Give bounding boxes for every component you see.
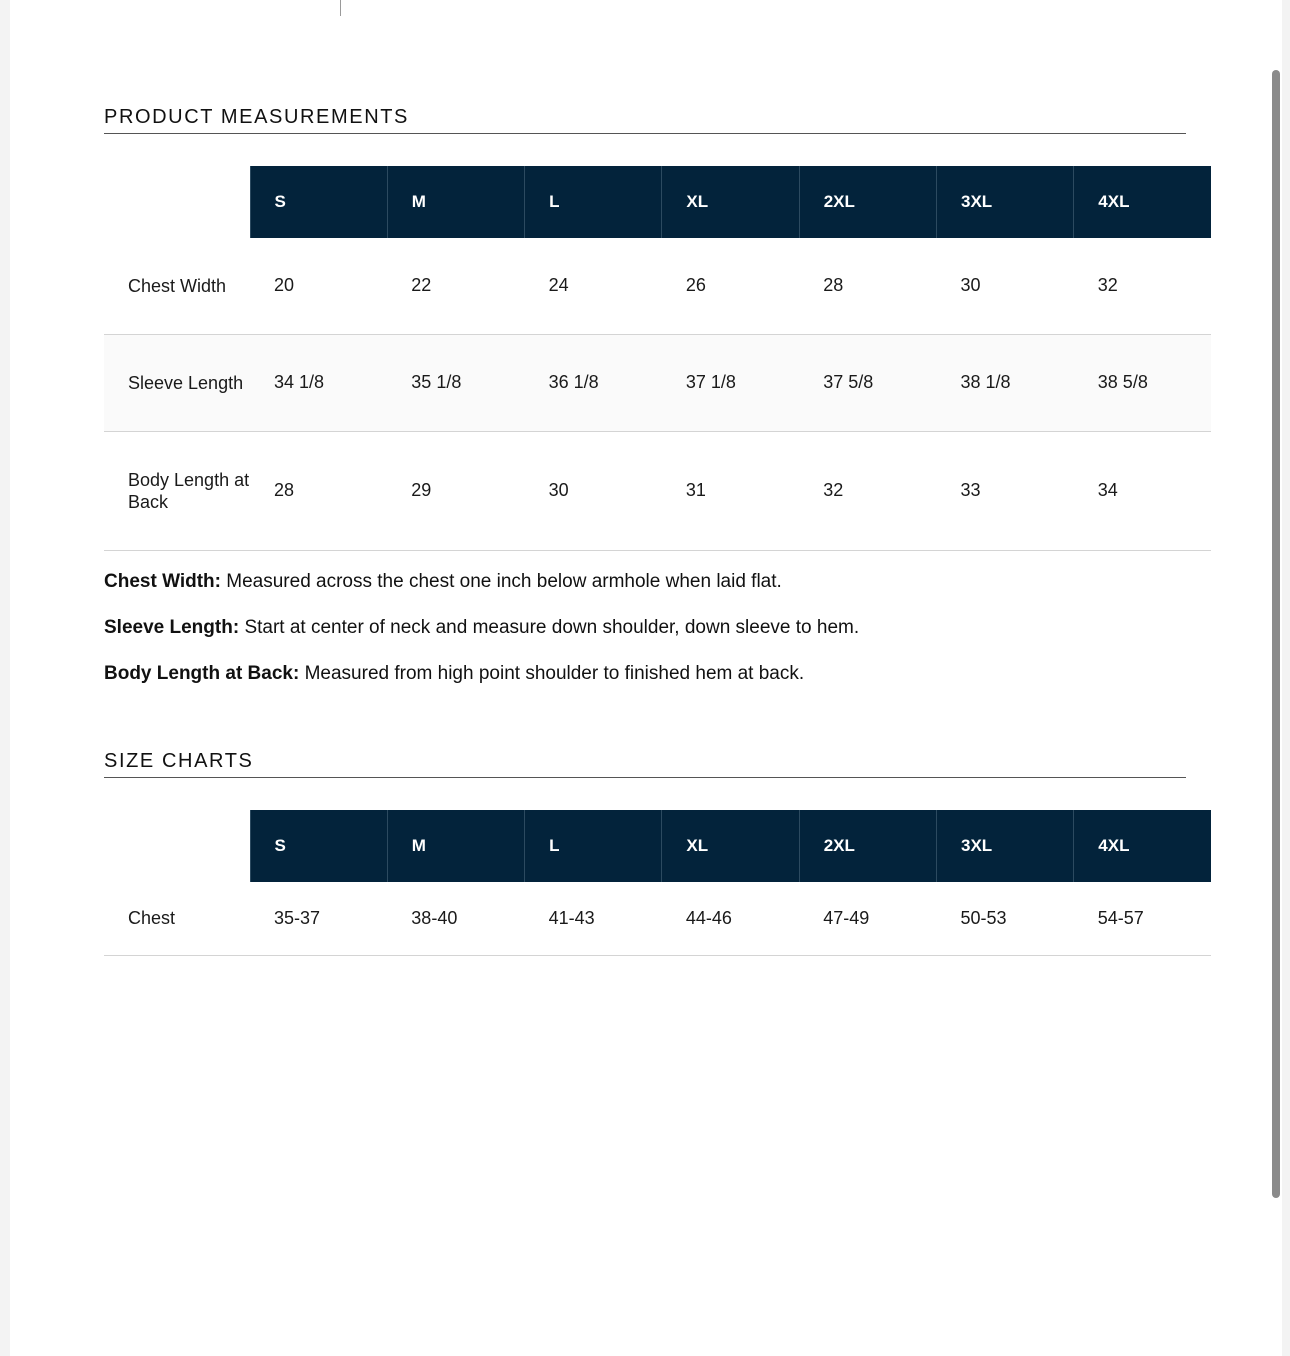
- table-cell: 37 1/8: [662, 334, 799, 431]
- text-cursor: [340, 0, 341, 16]
- table-row: [104, 431, 1211, 550]
- table-cell: 22: [387, 238, 524, 334]
- table-header-row: [104, 166, 1211, 238]
- vertical-scrollbar[interactable]: [1272, 70, 1280, 1198]
- table-cell: 32: [1074, 238, 1211, 334]
- table-cell: 28: [250, 431, 387, 550]
- table-cell: 30: [525, 431, 662, 550]
- definition-term: Body Length at Back:: [104, 663, 300, 684]
- table-cell: 32: [799, 431, 936, 550]
- size-header-2xl: 2XL: [799, 810, 936, 882]
- definition-text: Measured from high point shoulder to finished hem at back.: [304, 663, 805, 684]
- header-blank-cell: [104, 810, 250, 882]
- size-header-m: M: [387, 166, 524, 238]
- definition-text: Measured across the chest one inch below armhole when laid flat.: [226, 571, 782, 592]
- definition-term: Sleeve Length:: [104, 617, 240, 638]
- definition-chest-width: [104, 570, 859, 594]
- table-row: [104, 882, 1211, 955]
- table-cell: 35-37: [250, 882, 387, 955]
- table-cell: 28: [799, 238, 936, 334]
- measurement-definitions: [104, 570, 859, 708]
- size-header-l: L: [525, 810, 662, 882]
- table-cell: 29: [387, 431, 524, 550]
- size-header-l: L: [525, 166, 662, 238]
- table-cell: 24: [525, 238, 662, 334]
- table-cell: 47-49: [799, 882, 936, 955]
- size-header-xl: XL: [662, 166, 799, 238]
- table-cell: 35 1/8: [387, 334, 524, 431]
- table-cell: 38 5/8: [1074, 334, 1211, 431]
- product-measurements-table: [104, 166, 1211, 551]
- size-header-s: S: [250, 810, 387, 882]
- table-cell: 20: [250, 238, 387, 334]
- size-header-2xl: 2XL: [799, 166, 936, 238]
- table-cell: 31: [662, 431, 799, 550]
- table-cell: 54-57: [1074, 882, 1211, 955]
- table-cell: 41-43: [525, 882, 662, 955]
- row-label-body-length: Body Length at Back: [104, 431, 250, 550]
- table-cell: 50-53: [936, 882, 1073, 955]
- table-cell: 34: [1074, 431, 1211, 550]
- row-label-sleeve-length: Sleeve Length: [104, 334, 250, 431]
- table-cell: 36 1/8: [525, 334, 662, 431]
- size-header-3xl: 3XL: [936, 166, 1073, 238]
- table-cell: 44-46: [662, 882, 799, 955]
- table-cell: 30: [936, 238, 1073, 334]
- size-header-4xl: 4XL: [1074, 166, 1211, 238]
- size-header-4xl: 4XL: [1074, 810, 1211, 882]
- table-row: [104, 238, 1211, 334]
- size-charts-title: SIZE CHARTS: [104, 750, 1186, 778]
- document-page: [10, 0, 1282, 1356]
- table-header-row: [104, 810, 1211, 882]
- size-charts-table: [104, 810, 1211, 956]
- size-header-m: M: [387, 810, 524, 882]
- row-label-chest: Chest: [104, 882, 250, 955]
- product-measurements-title: PRODUCT MEASUREMENTS: [104, 106, 1186, 134]
- row-label-chest-width: Chest Width: [104, 238, 250, 334]
- size-header-3xl: 3XL: [936, 810, 1073, 882]
- header-blank-cell: [104, 166, 250, 238]
- table-cell: 38 1/8: [936, 334, 1073, 431]
- definition-text: Start at center of neck and measure down shoulder, down sleeve to hem.: [244, 617, 860, 638]
- table-cell: 33: [936, 431, 1073, 550]
- table-cell: 26: [662, 238, 799, 334]
- definition-sleeve-length: [104, 616, 859, 640]
- definition-term: Chest Width:: [104, 571, 221, 592]
- size-header-s: S: [250, 166, 387, 238]
- definition-body-length: [104, 662, 859, 686]
- table-cell: 38-40: [387, 882, 524, 955]
- table-cell: 37 5/8: [799, 334, 936, 431]
- table-cell: 34 1/8: [250, 334, 387, 431]
- size-header-xl: XL: [662, 810, 799, 882]
- table-row: [104, 334, 1211, 431]
